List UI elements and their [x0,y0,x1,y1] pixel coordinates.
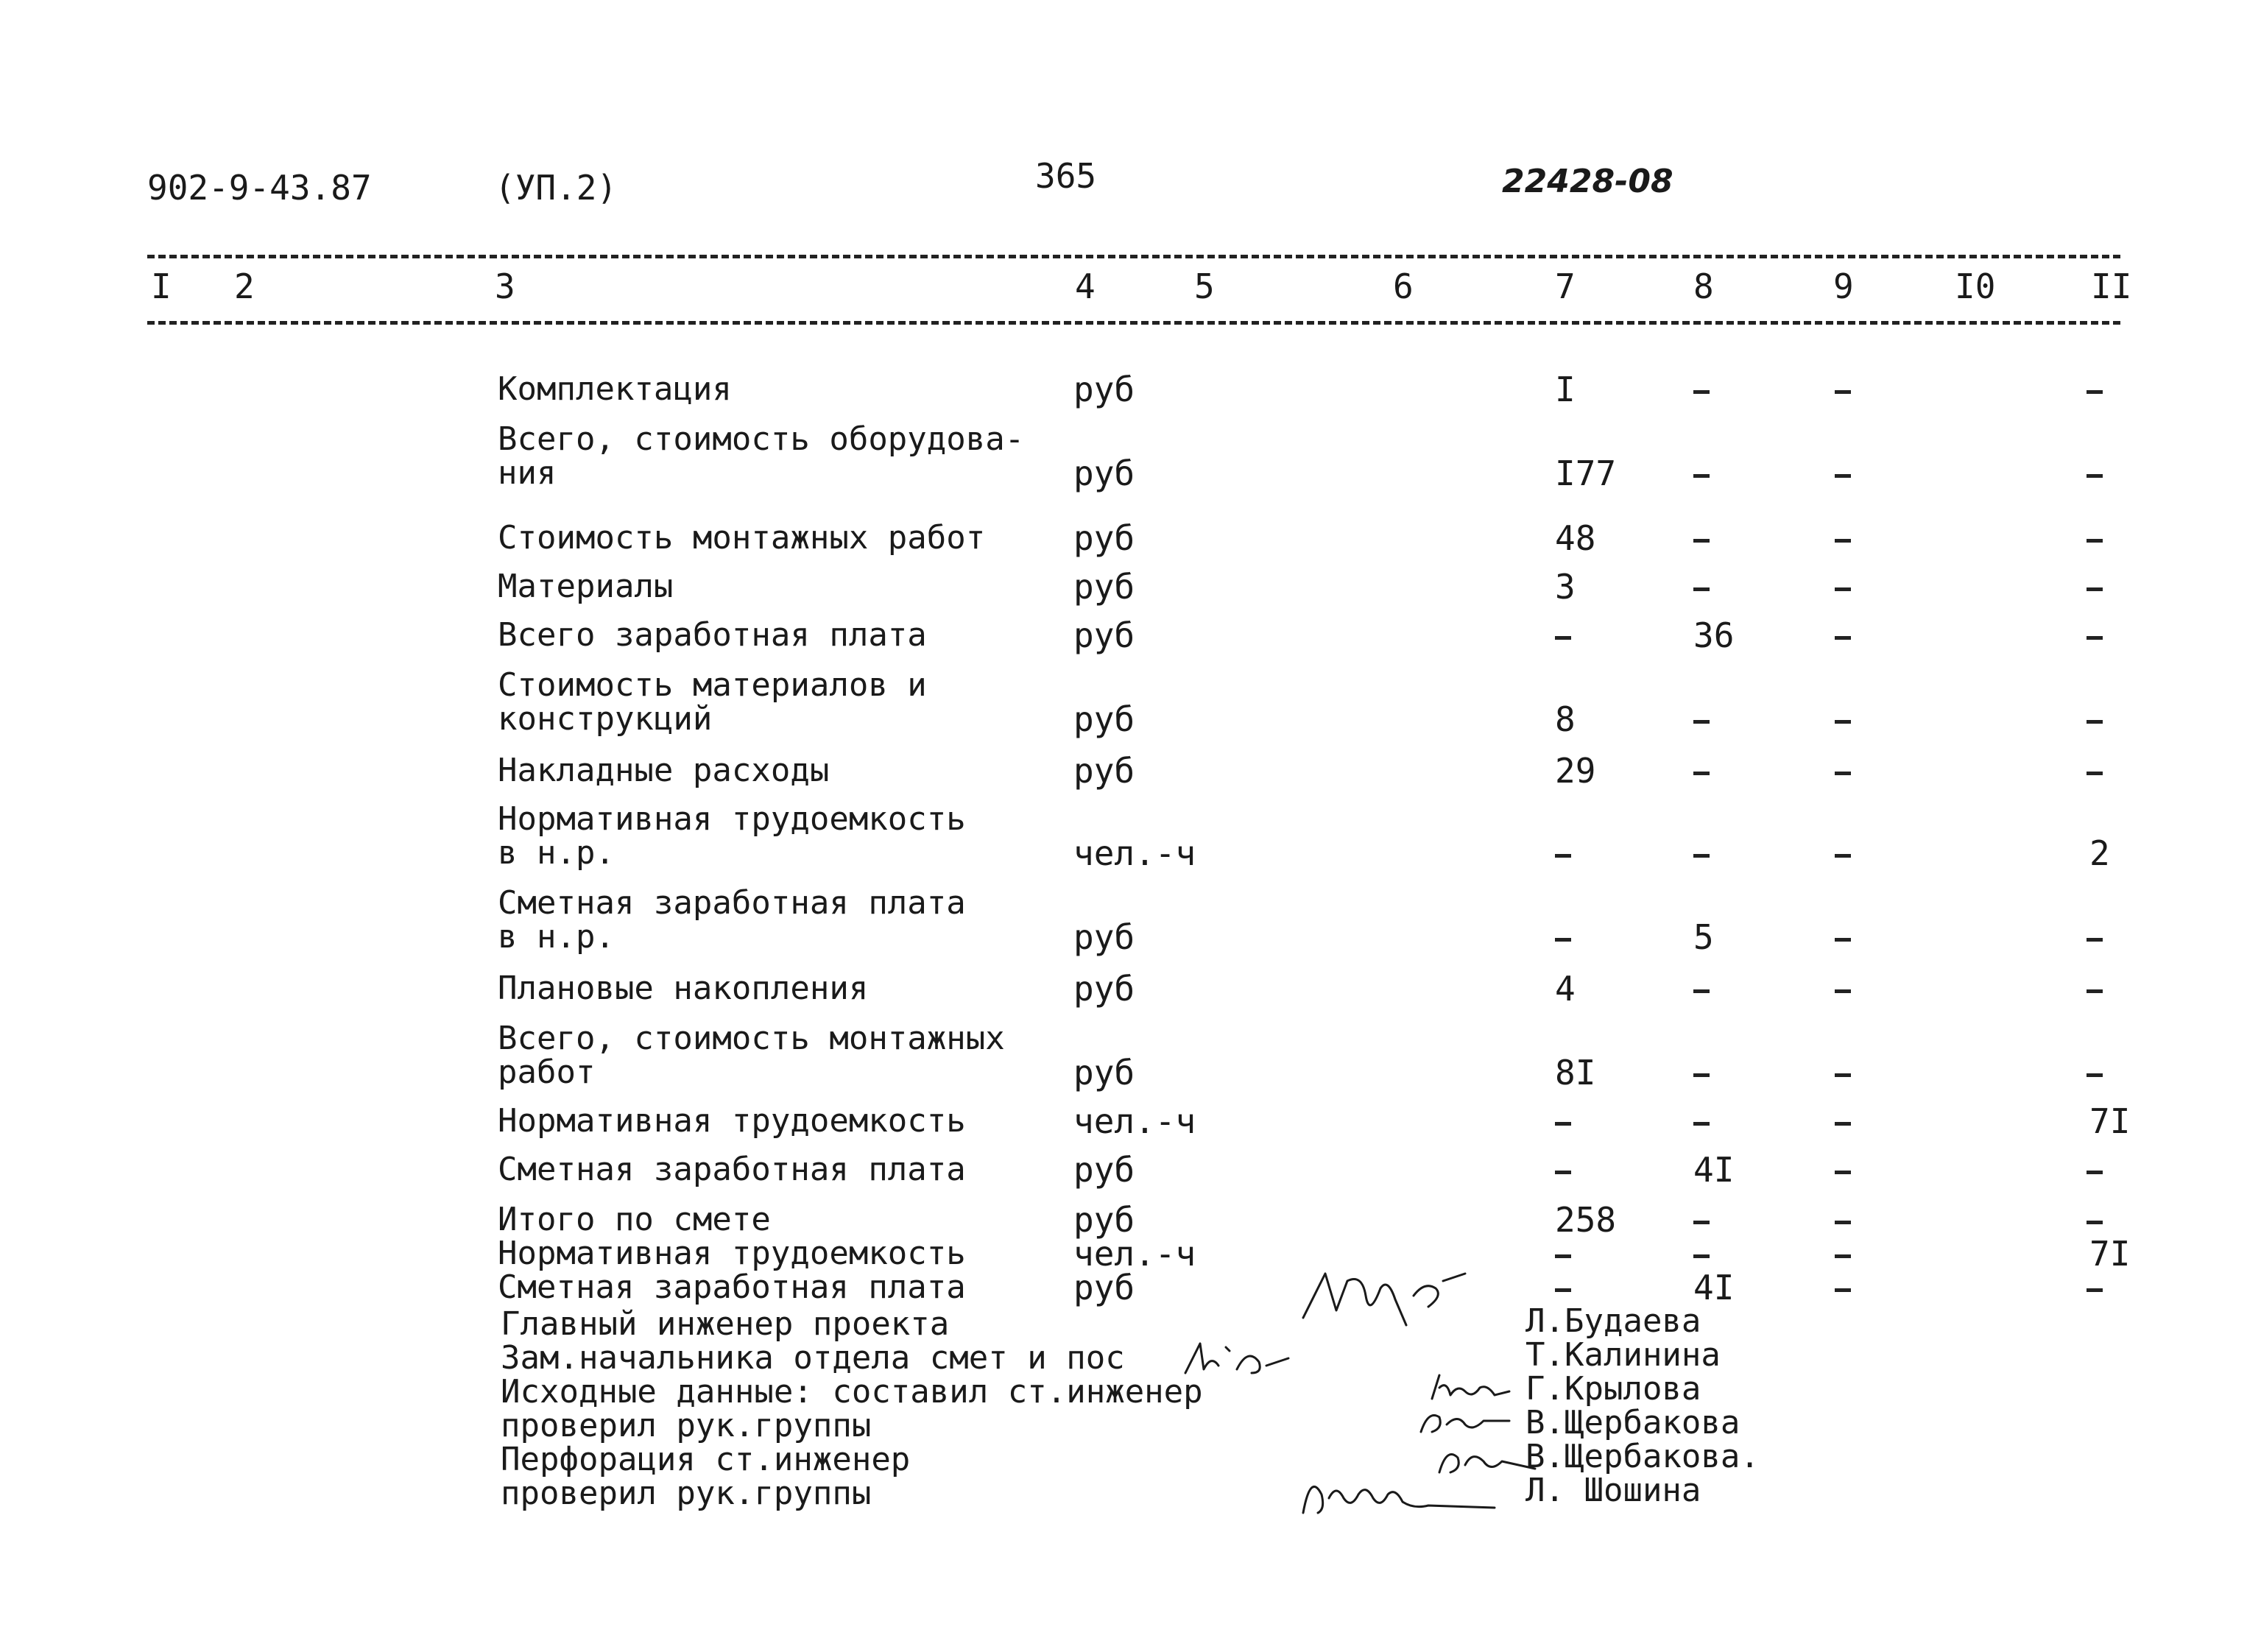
row-cell-dash-c11 [2087,390,2103,394]
row-cell-dash-c8 [1693,474,1710,478]
signature-name: Т.Калинина [1525,1336,1721,1374]
inventory-number [1502,163,1673,198]
row-cell-c7: 3 [1555,567,1576,607]
row-cell-dash-c9 [1835,1122,1851,1126]
signature-title: проверил рук.группы [501,1407,872,1444]
row-cell-dash-c11 [2087,938,2103,942]
row-cell-dash-c11 [2087,587,2103,591]
row-cell-c8: 5 [1693,917,1714,957]
row-unit: руб [1073,370,1135,409]
row-label-line: Всего, стоимость оборудова- [498,420,1025,458]
row-unit: руб [1073,699,1135,739]
row-cell-c7: 258 [1555,1200,1617,1240]
row-cell-dash-c9 [1835,938,1851,942]
signature-title: Исходные данные: составил ст.инженер [501,1373,1203,1411]
row-cell-dash-c8 [1693,1221,1710,1224]
row-unit: руб [1073,615,1135,655]
signature-name: В.Щербакова [1525,1404,1740,1441]
row-label-line: Материалы [498,568,674,605]
row-cell-dash-c11 [2087,1073,2103,1077]
row-cell-dash-c9 [1835,587,1851,591]
row-cell-dash-c9 [1835,636,1851,640]
row-cell-dash-c7 [1555,1171,1571,1174]
row-cell-dash-c9 [1835,390,1851,394]
row-unit: руб [1073,1200,1135,1240]
row-cell-dash-c11 [2087,1288,2103,1292]
row-cell-dash-c8 [1693,587,1710,591]
header-bottom-rule [147,321,2120,325]
row-cell-dash-c8 [1693,854,1710,858]
row-label-line: работ [498,1053,596,1091]
row-cell-dash-c9 [1835,1288,1851,1292]
signature-scribble-krylova [1425,1369,1513,1406]
row-label-line: Сметная заработная плата [498,884,966,922]
row-cell-dash-c9 [1835,539,1851,543]
column-number-11: II [2091,266,2132,306]
row-cell-dash-c9 [1835,474,1851,478]
signature-title: Главный инженер проекта [501,1305,950,1343]
row-cell-dash-c9 [1835,854,1851,858]
row-cell-c11: 7I [2089,1101,2131,1141]
row-label-line: Плановые накопления [498,970,869,1007]
row-cell-dash-c11 [2087,1171,2103,1174]
row-cell-dash-c7 [1555,938,1571,942]
row-unit: руб [1073,969,1135,1009]
row-cell-c8: 36 [1693,615,1735,655]
signature-scribble-deputy [1178,1332,1296,1384]
row-unit: руб [1073,453,1135,493]
row-label-line: конструкций [498,700,713,738]
row-label-line: Стоимость материалов и [498,666,927,704]
row-cell-dash-c11 [2087,1221,2103,1224]
row-label-line: Итого по смете [498,1201,771,1238]
column-number-9: 9 [1833,266,1854,306]
signature-title: Зам.начальника отдела смет и пос [501,1339,1125,1377]
row-cell-dash-c8 [1693,390,1710,394]
signature-scribble-shoshina [1296,1465,1502,1524]
page-number: 365 [1035,156,1097,196]
album-reference: (УП.2) [495,168,618,208]
row-cell-c7: 29 [1555,751,1596,791]
row-unit: руб [1073,1150,1135,1190]
column-number-4: 4 [1075,266,1096,306]
column-number-6: 6 [1393,266,1414,306]
row-unit: руб [1073,1268,1135,1307]
column-number-7: 7 [1555,266,1576,306]
row-cell-dash-c7 [1555,636,1571,640]
row-unit: руб [1073,917,1135,957]
row-cell-dash-c8 [1693,1122,1710,1126]
row-cell-dash-c7 [1555,1288,1571,1292]
row-cell-dash-c11 [2087,989,2103,993]
row-cell-dash-c7 [1555,1122,1571,1126]
column-number-1: I [151,266,172,306]
row-cell-dash-c9 [1835,1221,1851,1224]
row-cell-dash-c11 [2087,474,2103,478]
row-cell-c11: 7I [2089,1234,2131,1274]
row-cell-dash-c8 [1693,720,1710,724]
signature-name: В.Щербакова. [1525,1438,1760,1475]
row-cell-dash-c11 [2087,539,2103,543]
row-cell-dash-c8 [1693,772,1710,775]
column-number-3: 3 [495,266,515,306]
row-label-line: Стоимость монтажных работ [498,519,986,557]
row-label-line: Накладные расходы [498,752,830,789]
row-cell-dash-c11 [2087,772,2103,775]
signature-title: проверил рук.группы [501,1475,872,1512]
row-cell-dash-c9 [1835,1171,1851,1174]
row-unit: чел.-ч [1073,1101,1196,1141]
row-cell-dash-c7 [1555,854,1571,858]
row-cell-c7: 8 [1555,699,1576,739]
row-label-line: Всего, стоимость монтажных [498,1020,1005,1057]
column-number-8: 8 [1693,266,1714,306]
row-cell-dash-c8 [1693,989,1710,993]
row-cell-dash-c11 [2087,720,2103,724]
row-cell-dash-c8 [1693,1073,1710,1077]
row-label-line: Нормативная трудоемкость [498,800,966,838]
row-unit: чел.-ч [1073,833,1196,873]
column-number-2: 2 [234,266,255,306]
signature-title: Перфорация ст.инженер [501,1441,911,1478]
row-unit: руб [1073,751,1135,791]
row-cell-c7: I [1555,370,1576,409]
signature-name: Л.Будаева [1525,1302,1701,1340]
signature-scribble-chief-engineer [1296,1266,1472,1340]
row-cell-dash-c11 [2087,636,2103,640]
row-label-line: Сметная заработная плата [498,1151,966,1188]
row-cell-dash-c8 [1693,1254,1710,1258]
row-cell-c8: 4I [1693,1150,1735,1190]
row-label-line: в н.р. [498,834,615,872]
signature-name: Г.Крылова [1525,1370,1701,1408]
row-label-line: ния [498,454,557,492]
row-cell-c8: 4I [1693,1268,1735,1307]
row-unit: руб [1073,1053,1135,1092]
row-label-line: в н.р. [498,918,615,956]
row-unit: чел.-ч [1073,1234,1196,1274]
column-number-10: I0 [1955,266,1996,306]
row-cell-dash-c9 [1835,1073,1851,1077]
row-cell-dash-c9 [1835,720,1851,724]
row-cell-c11: 2 [2089,833,2110,873]
row-cell-c7: 48 [1555,518,1596,558]
row-cell-c7: 4 [1555,969,1576,1009]
row-cell-dash-c9 [1835,989,1851,993]
row-label-line: Сметная заработная плата [498,1268,966,1306]
row-cell-dash-c9 [1835,1254,1851,1258]
signature-scribble-shcherbakova-1 [1414,1402,1513,1439]
row-cell-dash-c7 [1555,1254,1571,1258]
row-cell-c7: I77 [1555,453,1617,493]
signature-name: Л. Шошина [1525,1472,1701,1509]
row-cell-dash-c8 [1693,539,1710,543]
inventory-number-text: 22428-08 [1502,163,1673,200]
document-code: 902-9-43.87 [147,168,372,208]
row-label-line: Нормативная трудоемкость [498,1235,966,1272]
column-number-5: 5 [1194,266,1215,306]
row-unit: руб [1073,567,1135,607]
row-label-line: Всего заработная плата [498,616,927,654]
row-unit: руб [1073,518,1135,558]
header-top-rule [147,255,2120,258]
row-label-line: Нормативная трудоемкость [498,1102,966,1140]
row-cell-c7: 8I [1555,1053,1596,1092]
row-cell-dash-c9 [1835,772,1851,775]
row-label-line: Комплектация [498,370,732,408]
